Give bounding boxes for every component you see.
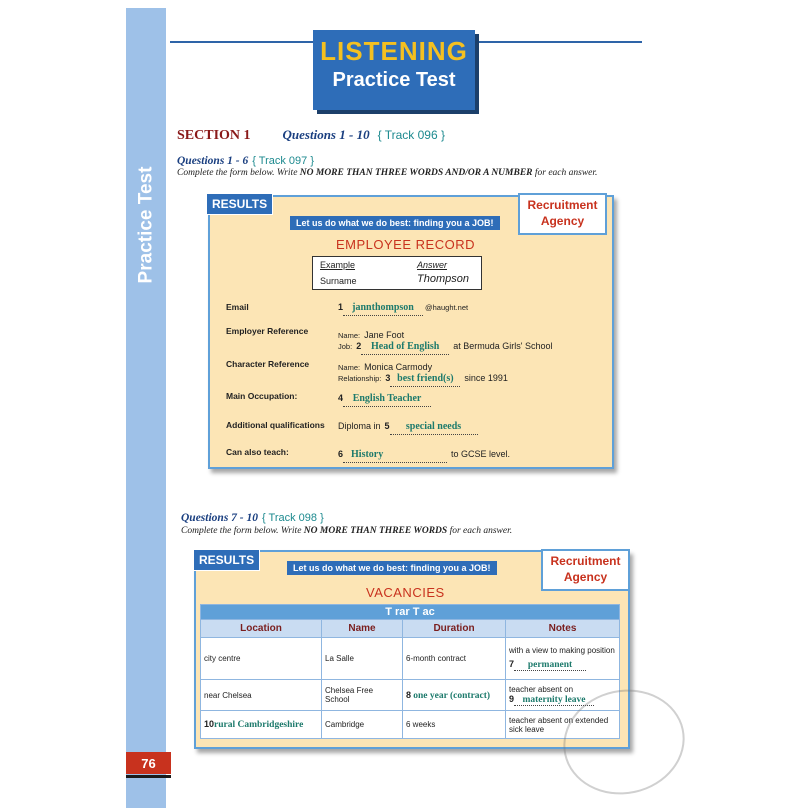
- q4-answer: English Teacher: [352, 393, 422, 404]
- character-name-prefix: Name:: [338, 363, 361, 372]
- q9-answer: maternity leave: [522, 694, 586, 705]
- example-label: Example: [320, 260, 356, 270]
- q9-number: 9: [509, 693, 515, 704]
- q7-number: 7: [509, 659, 515, 669]
- additional-qualifications-field: [338, 416, 478, 435]
- side-title: [126, 160, 166, 290]
- slogan-banner-2: Let us do what we do best: finding you a JOB!: [287, 561, 497, 575]
- q2-answer: Head of English: [371, 341, 440, 352]
- can-also-teach-suffix: to GCSE level.: [451, 449, 511, 459]
- employer-job-prefix: Job:: [338, 342, 353, 351]
- diploma-prefix: Diploma in: [338, 421, 381, 431]
- answer-label: Answer: [417, 260, 448, 270]
- character-name-value: Monica Carmody: [364, 362, 433, 372]
- agency-line1: Recruitment: [527, 198, 598, 212]
- email-label: Email: [226, 302, 249, 312]
- slogan-banner: Let us do what we do best: finding you a JOB!: [290, 216, 500, 230]
- agency-box: [518, 193, 607, 235]
- col-name: Name: [322, 620, 403, 638]
- form-heading: EMPLOYEE RECORD: [336, 237, 475, 252]
- q6-number: 6: [338, 449, 344, 459]
- additional-qualifications-label: Additional qualifications: [226, 420, 325, 430]
- example-answer: Thompson: [417, 273, 469, 285]
- side-title-text: Practice Test: [135, 166, 157, 284]
- agency-line2-2: Agency: [563, 570, 608, 584]
- part1-instruction-bold: NO MORE THAN THREE WORDS AND/OR A NUMBER: [299, 168, 533, 178]
- part2-header: [181, 508, 324, 526]
- cell-duration: [403, 680, 506, 711]
- section-header: [177, 126, 445, 144]
- character-reference-label: Character Reference: [226, 359, 310, 369]
- part2-track: { Track 098 }: [262, 512, 324, 524]
- notes-text: with a view to making position: [509, 646, 615, 655]
- cell-notes: teacher absent on extended sick leave: [506, 711, 620, 739]
- q5-number: 5: [384, 421, 390, 431]
- col-duration: Duration: [403, 620, 506, 638]
- page-number: 76: [126, 752, 171, 774]
- cell-location: city centre: [201, 638, 322, 680]
- email-suffix: @haught.net: [425, 303, 469, 312]
- q1-answer: jannthompson: [352, 302, 414, 313]
- part1-track: { Track 097 }: [252, 155, 315, 167]
- cell-notes: [506, 638, 620, 680]
- employer-job-suffix: at Bermuda Girls' School: [453, 341, 553, 351]
- employer-job: [338, 336, 552, 355]
- side-band: [126, 8, 166, 808]
- q3-answer: best friend(s): [397, 373, 454, 384]
- relationship-suffix: since 1991: [464, 373, 508, 383]
- part2-instruction-pre: Complete the form below. Write: [181, 526, 304, 536]
- main-occupation-label: Main Occupation:: [226, 391, 298, 401]
- cell-name: La Salle: [322, 638, 403, 680]
- part1-instruction-pre: Complete the form below. Write: [177, 168, 300, 178]
- table-row: [201, 711, 620, 739]
- can-also-teach-field: [338, 444, 510, 463]
- q8-number: 8: [406, 689, 412, 700]
- agency-line2: Agency: [540, 214, 585, 228]
- part1-questions: Questions 1 - 6: [177, 155, 249, 167]
- page-title: LISTENING: [320, 36, 468, 66]
- section-questions: Questions 1 - 10: [282, 127, 370, 142]
- notes-text: teacher absent on: [509, 684, 574, 694]
- part2-questions: Questions 7 - 10: [181, 512, 258, 524]
- main-occupation-field: [338, 388, 431, 407]
- relationship-prefix: Relationship:: [338, 374, 382, 383]
- q10-number: 10: [204, 719, 215, 729]
- q3-number: 3: [385, 373, 391, 383]
- agency-box-2: [541, 549, 630, 591]
- results-tab: RESULTS: [206, 193, 273, 215]
- cell-name: Chelsea Free School: [322, 680, 403, 711]
- table-row: [201, 680, 620, 711]
- col-notes: Notes: [506, 620, 620, 638]
- table-header-row: [201, 620, 620, 638]
- table-caption: T rar T ac: [201, 605, 620, 620]
- employer-reference-label: Employer Reference: [226, 326, 309, 336]
- part2-instruction: [181, 526, 512, 536]
- results-tab-2: RESULTS: [193, 549, 260, 571]
- part1-instruction: [177, 168, 597, 178]
- table-caption-row: [201, 605, 620, 620]
- character-relationship: [338, 368, 508, 387]
- page-number-rule: [126, 775, 171, 778]
- cell-location: near Chelsea: [201, 680, 322, 711]
- q2-number: 2: [356, 341, 362, 351]
- page-subtitle: Practice Test: [332, 69, 456, 91]
- vacancies-table: [200, 604, 620, 739]
- part1-instruction-post: for each answer.: [532, 168, 598, 178]
- col-location: Location: [201, 620, 322, 638]
- q7-answer: permanent: [527, 660, 573, 670]
- part2-instruction-bold: NO MORE THAN THREE WORDS: [303, 526, 448, 536]
- email-field: [338, 297, 468, 316]
- cell-location: [201, 711, 322, 739]
- q8-answer: one year (contract): [413, 690, 491, 701]
- example-field: Surname: [320, 276, 357, 286]
- q10-answer: rural Cambridgeshire: [214, 720, 304, 730]
- employer-name-value: Jane Foot: [364, 330, 405, 340]
- section-label: SECTION 1: [177, 128, 251, 143]
- cell-duration: 6-month contract: [403, 638, 506, 680]
- cell-duration: 6 weeks: [403, 711, 506, 739]
- part1-header: [177, 151, 314, 169]
- q6-answer: History: [351, 449, 384, 460]
- agency-line1-2: Recruitment: [550, 554, 621, 568]
- section-track: { Track 096 }: [377, 128, 445, 142]
- q1-number: 1: [338, 302, 344, 312]
- q4-number: 4: [338, 393, 344, 403]
- example-box: [312, 256, 482, 290]
- title-block: [313, 30, 475, 110]
- cell-name: Cambridge: [322, 711, 403, 739]
- can-also-teach-label: Can also teach:: [226, 447, 289, 457]
- table-row: [201, 638, 620, 680]
- part2-instruction-post: for each answer.: [447, 526, 513, 536]
- vacancies-heading: VACANCIES: [366, 585, 445, 600]
- q5-answer: special needs: [405, 421, 462, 432]
- employer-name-prefix: Name:: [338, 331, 361, 340]
